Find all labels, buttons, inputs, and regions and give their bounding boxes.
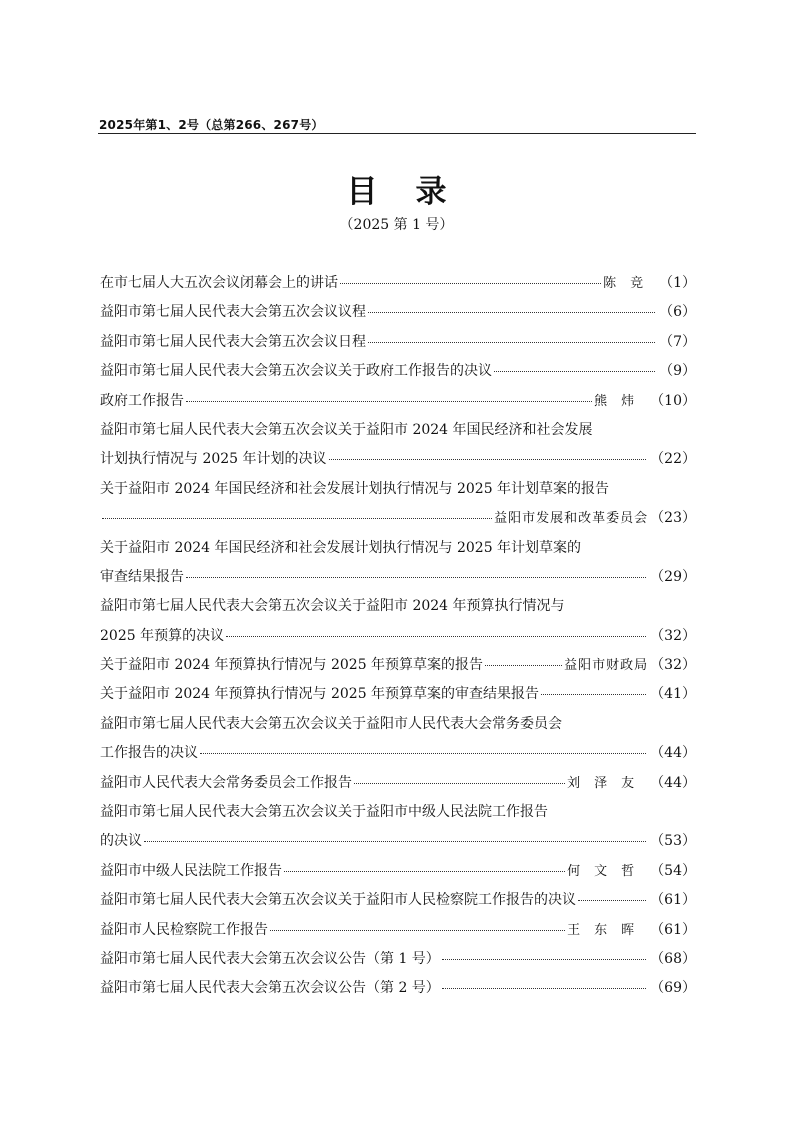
- toc-entry[interactable]: [100, 860, 696, 889]
- toc-entry-line-final: [100, 507, 696, 536]
- toc-entry-title: 益阳市人民代表大会常务委员会工作报告: [100, 774, 352, 791]
- toc-entry-author: 刘泽友: [567, 775, 649, 791]
- dot-leader: [200, 753, 646, 754]
- dot-leader: [368, 312, 655, 313]
- toc-entry[interactable]: [100, 654, 696, 683]
- toc-entry-line: [100, 537, 696, 566]
- dot-leader: [578, 900, 646, 901]
- toc-entry-title: 益阳市第七届人民代表大会第五次会议关于益阳市 2024 年国民经济和社会发展: [100, 421, 593, 438]
- toc-entry-line-final: [100, 272, 696, 301]
- toc-entry-line-final: [100, 360, 696, 389]
- toc-entry-title: 审查结果报告: [100, 568, 184, 585]
- toc-entry-line: [100, 801, 696, 830]
- dot-leader: [226, 636, 646, 637]
- toc-entry[interactable]: [100, 889, 696, 918]
- toc-entry-title: 在市七届人大五次会议闭幕会上的讲话: [100, 275, 338, 291]
- toc-entry-page: （7）: [659, 333, 696, 350]
- toc-entry-author: 何文哲: [567, 863, 649, 879]
- dot-leader: [284, 871, 565, 872]
- page-subtitle: （2025 第 1 号）: [339, 217, 454, 233]
- toc-entry-line-final: [100, 919, 696, 948]
- dot-leader: [144, 841, 646, 842]
- dot-leader: [541, 694, 646, 695]
- toc-entry-line-final: [100, 566, 696, 595]
- toc-entry-line-final: [100, 331, 696, 360]
- dot-leader: [485, 665, 562, 666]
- toc-entry-title: 益阳市第七届人民代表大会第五次会议公告（第 2 号）: [100, 980, 440, 997]
- toc-entry-line-final: [100, 683, 696, 712]
- toc-entry-page: （32）: [650, 627, 696, 644]
- dot-leader: [442, 988, 646, 989]
- toc-entry-page: （54）: [650, 862, 696, 879]
- toc-entry[interactable]: [100, 331, 696, 360]
- toc-entry-title: 益阳市第七届人民代表大会第五次会议关于政府工作报告的决议: [100, 363, 492, 380]
- toc-entry-line-final: [100, 977, 696, 1006]
- toc-entry-page: （23）: [650, 510, 696, 527]
- toc-entry[interactable]: [100, 478, 696, 537]
- dot-leader: [329, 459, 647, 460]
- toc-entry-title: 益阳市中级人民法院工作报告: [100, 862, 282, 879]
- toc-entry-title: 工作报告的决议: [100, 745, 198, 762]
- toc-entry-title: 关于益阳市 2024 年预算执行情况与 2025 年预算草案的报告: [100, 657, 484, 674]
- toc-entry-page: （69）: [650, 980, 696, 997]
- table-of-contents: [100, 272, 696, 1007]
- toc-entry[interactable]: [100, 360, 696, 389]
- toc-entry[interactable]: [100, 977, 696, 1006]
- toc-entry-author: 益阳市财政局: [564, 658, 649, 674]
- toc-entry[interactable]: [100, 713, 696, 772]
- toc-entry-line-final: [100, 860, 696, 889]
- toc-entry-line-final: [100, 742, 696, 771]
- header-rule: [98, 133, 696, 134]
- toc-entry-author: 熊炜: [594, 393, 649, 409]
- toc-entry-page: （53）: [650, 833, 696, 850]
- toc-entry-title: 计划执行情况与 2025 年计划的决议: [100, 451, 327, 468]
- toc-entry-page: （32）: [650, 657, 696, 674]
- toc-entry-title: 关于益阳市 2024 年国民经济和社会发展计划执行情况与 2025 年计划草案的报告: [100, 480, 610, 497]
- toc-entry-title: 政府工作报告: [100, 392, 184, 409]
- toc-entry[interactable]: [100, 948, 696, 977]
- toc-entry-page: （61）: [650, 892, 696, 909]
- dot-leader: [186, 401, 592, 402]
- dot-leader: [340, 283, 601, 284]
- toc-entry-title: 益阳市第七届人民代表大会第五次会议议程: [100, 304, 366, 321]
- toc-entry-page: （10）: [650, 392, 696, 409]
- toc-entry-line-final: [100, 654, 696, 683]
- toc-entry-line: [100, 478, 696, 507]
- toc-entry[interactable]: [100, 537, 696, 596]
- toc-entry-title: 关于益阳市 2024 年国民经济和社会发展计划执行情况与 2025 年计划草案的: [100, 539, 582, 556]
- toc-entry-page: （61）: [650, 921, 696, 938]
- toc-entry-page: （44）: [650, 774, 696, 791]
- toc-entry[interactable]: [100, 272, 696, 301]
- toc-entry-title: 益阳市第七届人民代表大会第五次会议关于益阳市 2024 年预算执行情况与: [100, 598, 565, 615]
- toc-entry-title: 益阳市第七届人民代表大会第五次会议日程: [100, 333, 366, 350]
- toc-entry-line-final: [100, 625, 696, 654]
- toc-entry-page: （68）: [650, 950, 696, 967]
- toc-entry-title: 关于益阳市 2024 年预算执行情况与 2025 年预算草案的审查结果报告: [100, 686, 540, 703]
- toc-entry-page: （6）: [659, 304, 696, 321]
- toc-entry-page: （29）: [650, 568, 696, 585]
- toc-entry-page: （44）: [650, 745, 696, 762]
- dot-leader: [368, 342, 655, 343]
- toc-entry-line-final: [100, 889, 696, 918]
- toc-entry-title: 益阳市第七届人民代表大会第五次会议公告（第 1 号）: [100, 950, 440, 967]
- toc-entry-line-final: [100, 448, 696, 477]
- toc-entry-title: 益阳市第七届人民代表大会第五次会议关于益阳市中级人民法院工作报告: [100, 804, 548, 821]
- toc-entry-page: （41）: [650, 686, 696, 703]
- toc-entry-title: 益阳市第七届人民代表大会第五次会议关于益阳市人民检察院工作报告的决议: [100, 892, 576, 909]
- toc-entry[interactable]: [100, 801, 696, 860]
- toc-entry[interactable]: [100, 390, 696, 419]
- dot-leader: [494, 371, 655, 372]
- toc-entry[interactable]: [100, 772, 696, 801]
- toc-entry[interactable]: [100, 301, 696, 330]
- page-title: 目录: [346, 174, 485, 210]
- toc-entry[interactable]: [100, 919, 696, 948]
- toc-entry-title: 益阳市人民检察院工作报告: [100, 921, 268, 938]
- dot-leader: [270, 930, 565, 931]
- dot-leader: [442, 959, 646, 960]
- toc-entry-line: [100, 419, 696, 448]
- toc-entry-page: （1）: [659, 275, 696, 291]
- dot-leader: [354, 783, 565, 784]
- issue-header: 2025年第1、2号（总第266、267号）: [99, 118, 324, 132]
- toc-entry-line-final: [100, 830, 696, 859]
- toc-entry-line-final: [100, 301, 696, 330]
- toc-entry-author: 益阳市发展和改革委员会: [494, 511, 649, 527]
- dot-leader: [186, 577, 646, 578]
- toc-entry-line-final: [100, 772, 696, 801]
- toc-entry-line-final: [100, 390, 696, 419]
- toc-entry[interactable]: [100, 595, 696, 654]
- toc-entry-title: 的决议: [100, 833, 142, 850]
- toc-entry-title: 益阳市第七届人民代表大会第五次会议关于益阳市人民代表大会常务委员会: [100, 715, 562, 732]
- toc-entry-title: 2025 年预算的决议: [100, 627, 225, 644]
- toc-entry-page: （22）: [650, 451, 696, 468]
- toc-entry-author: 陈竞: [603, 276, 658, 291]
- toc-entry-author: 王东晖: [567, 922, 649, 938]
- toc-entry[interactable]: [100, 419, 696, 478]
- toc-entry-page: （9）: [659, 363, 696, 380]
- dot-leader: [102, 518, 492, 519]
- toc-entry-line-final: [100, 948, 696, 977]
- toc-entry[interactable]: [100, 683, 696, 712]
- toc-entry-line: [100, 595, 696, 624]
- toc-entry-line: [100, 713, 696, 742]
